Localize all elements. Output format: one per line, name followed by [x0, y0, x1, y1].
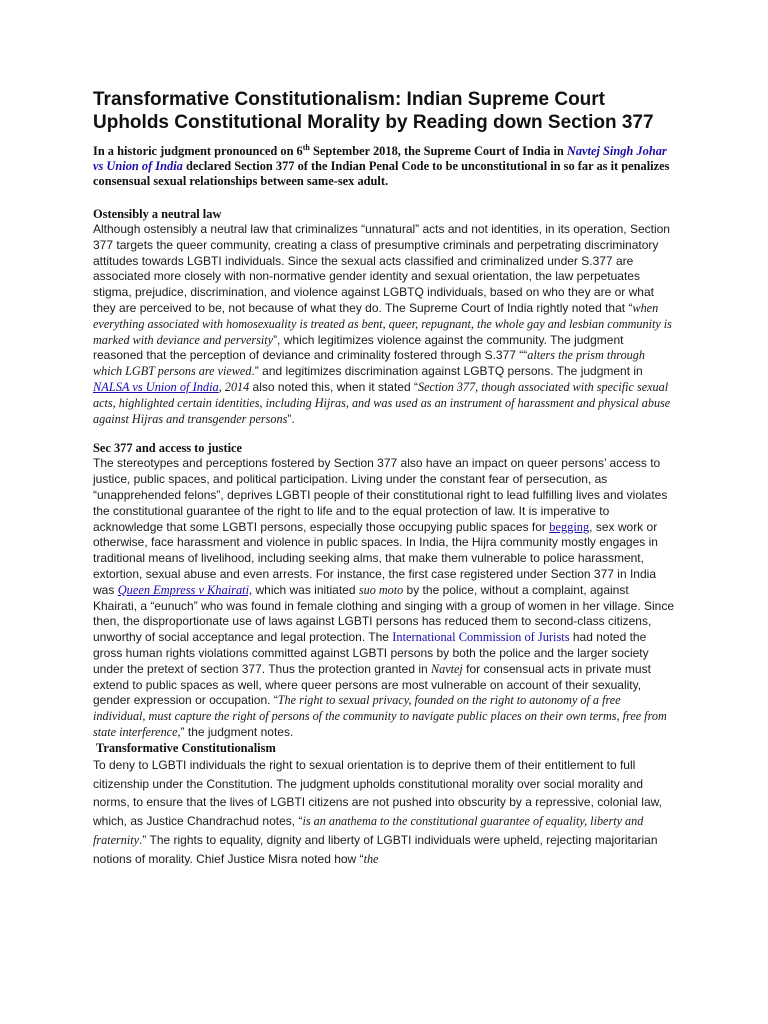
navtej-case-link[interactable]: Navtej Singh Johar vs Union of India — [93, 144, 667, 173]
paragraph-text: by the police, without a complaint, against Khairati, a “eunuch” who was found in female clothing and singing with a group of women in her village. Since then, the disproportionate use of laws against LGBTI persons has reduced them to second-class citizens, unworthy of social acceptance and legal protection. The — [93, 582, 675, 645]
quote-text: The right to sexual privacy, founded on the right to autonomy of a free individual, must capture the right of persons of the community to navigate public places on their own terms, free from state interference, — [93, 693, 667, 739]
article-body — [93, 88, 675, 868]
paragraph-text: Navtej — [431, 661, 463, 676]
section-heading-access-to-justice: Sec 377 and access to justice — [93, 441, 243, 456]
paragraph-text: , sex work or otherwise, face harassment and violence in public spaces. In India, the Hijra community mostly engages in traditional means of livelihood, including seeking alms, that make them vulnerable to police harassment, extortion, sexual abuse and even arrests. For instance, the first case registered under Section 377 in India was — [93, 519, 658, 597]
section-paragraph-neutral-law — [93, 222, 675, 427]
quote-text: alters the prism through which LGBT persons are viewed — [93, 348, 645, 379]
quote-text: Section 377, though associated with specific sexual acts, highlighted certain identities, including Hijras, and was used as an instrument of harassment and physical abuse against Hijras and transgender persons — [93, 379, 671, 426]
nalsa-case-link[interactable]: NALSA vs Union of India — [93, 379, 219, 394]
paragraph-text: ”. — [287, 411, 295, 426]
quote-text: when everything associated with homosexuality is treated as bent, queer, repugnant, the whole gay and lesbian community is marked with deviance and perversity — [93, 300, 672, 347]
begging-link[interactable]: begging — [549, 519, 590, 534]
section-paragraph-transformative — [93, 756, 675, 869]
paragraph-text: Although ostensibly a neutral law that criminalizes “unnatural” acts and not identities, in its operation, Section 377 targets the queer community, creating a class of presumptive criminals and perpetrating discriminatory attitudes towards LGBTI individuals. Since the sexual acts classified and criminalized under S.377 are associated more closely with non-normative gender identity and sexual orientation, the law perpetuates stigma, prejudice, discrimination, and violence against LGBTQ individuals, based on who they are or what they are perceived to be, not because of what they do. The Supreme Court of India rightly noted that “ — [93, 222, 670, 315]
section-paragraph-access-to-justice — [93, 456, 675, 740]
quote-text: the — [363, 851, 379, 866]
section-heading-transformative: Transformative Constitutionalism — [96, 740, 276, 755]
paragraph-text: .” and legitimizes discrimination against LGBTQ persons. The judgment in — [251, 364, 643, 379]
lead-text: declared Section 377 of the Indian Penal Code to be unconstitutional in so far as it penalizes consensual sexual relationships between same-sex adult. — [93, 159, 670, 188]
section-heading-neutral-law: Ostensibly a neutral law — [93, 207, 222, 221]
paragraph-text: ” the judgment notes. — [180, 724, 294, 739]
paragraph-text: ”, which legitimizes violence against the community. The judgment reasoned that the perception of deviance and criminality fostered through S.377 ““ — [93, 332, 624, 363]
lead-superscript: th — [302, 142, 310, 152]
khairati-case-link[interactable]: Queen Empress v Khairati, — [117, 582, 253, 597]
paragraph-text: also noted this, when it stated “ — [249, 379, 418, 394]
lead-paragraph — [93, 144, 675, 189]
paragraph-text: The stereotypes and perceptions fostered by Section 377 also have an impact on queer persons’ access to justice, public spaces, and political participation. Living under the constant fear of persecution, as “unapprehended felons”, deprives LGBTI people of their constitutional right to lead fulfilling lives and violates the constitutional guarantee of the right to life and to the equal protection of law. It is imperative to acknowledge that some LGBTI persons, especially those occupying public spaces for — [93, 456, 668, 534]
paragraph-text: .” The rights to equality, dignity and liberty of LGBTI individuals were upheld, rejecting majoritarian notions of morality. Chief Justice Misra noted how “ — [93, 832, 658, 866]
paragraph-text: To deny to LGBTI individuals the right to sexual orientation is to deprive them of their entitlement to full citizenship under the Constitution. The judgment upholds constitutional morality over social morality and norms, to ensure that the lives of LGBTI citizens are not pushed into obscurity by a repressive, colonial law, which, as Justice Chandrachud notes, “ — [93, 757, 662, 829]
lead-text: September 2018, the Supreme Court of India in — [309, 144, 567, 158]
icj-link[interactable]: International Commission of Jurists — [392, 630, 570, 645]
paragraph-text: which was initiated — [252, 582, 359, 597]
article-title: Transformative Constitutionalism: Indian Supreme Court Upholds Constitutional Morality by Reading down Section 377 — [93, 89, 654, 133]
paragraph-text: had noted the gross human rights violations committed against LGBTI persons by both the police and the larger society under the pretext of section 377. Thus the protection granted in — [93, 630, 649, 676]
paragraph-text: for consensual acts in private must extend to public spaces as well, where queer persons are most vulnerable on account of their sexuality, gender expression or occupation. “ — [93, 661, 651, 708]
paragraph-text: suo moto — [358, 582, 404, 597]
paragraph-text: , 2014 — [218, 379, 250, 394]
quote-text: is an anathema to the constitutional guarantee of equality, liberty and fraternity — [93, 814, 644, 847]
lead-text: In a historic judgment pronounced on 6 — [93, 144, 303, 158]
